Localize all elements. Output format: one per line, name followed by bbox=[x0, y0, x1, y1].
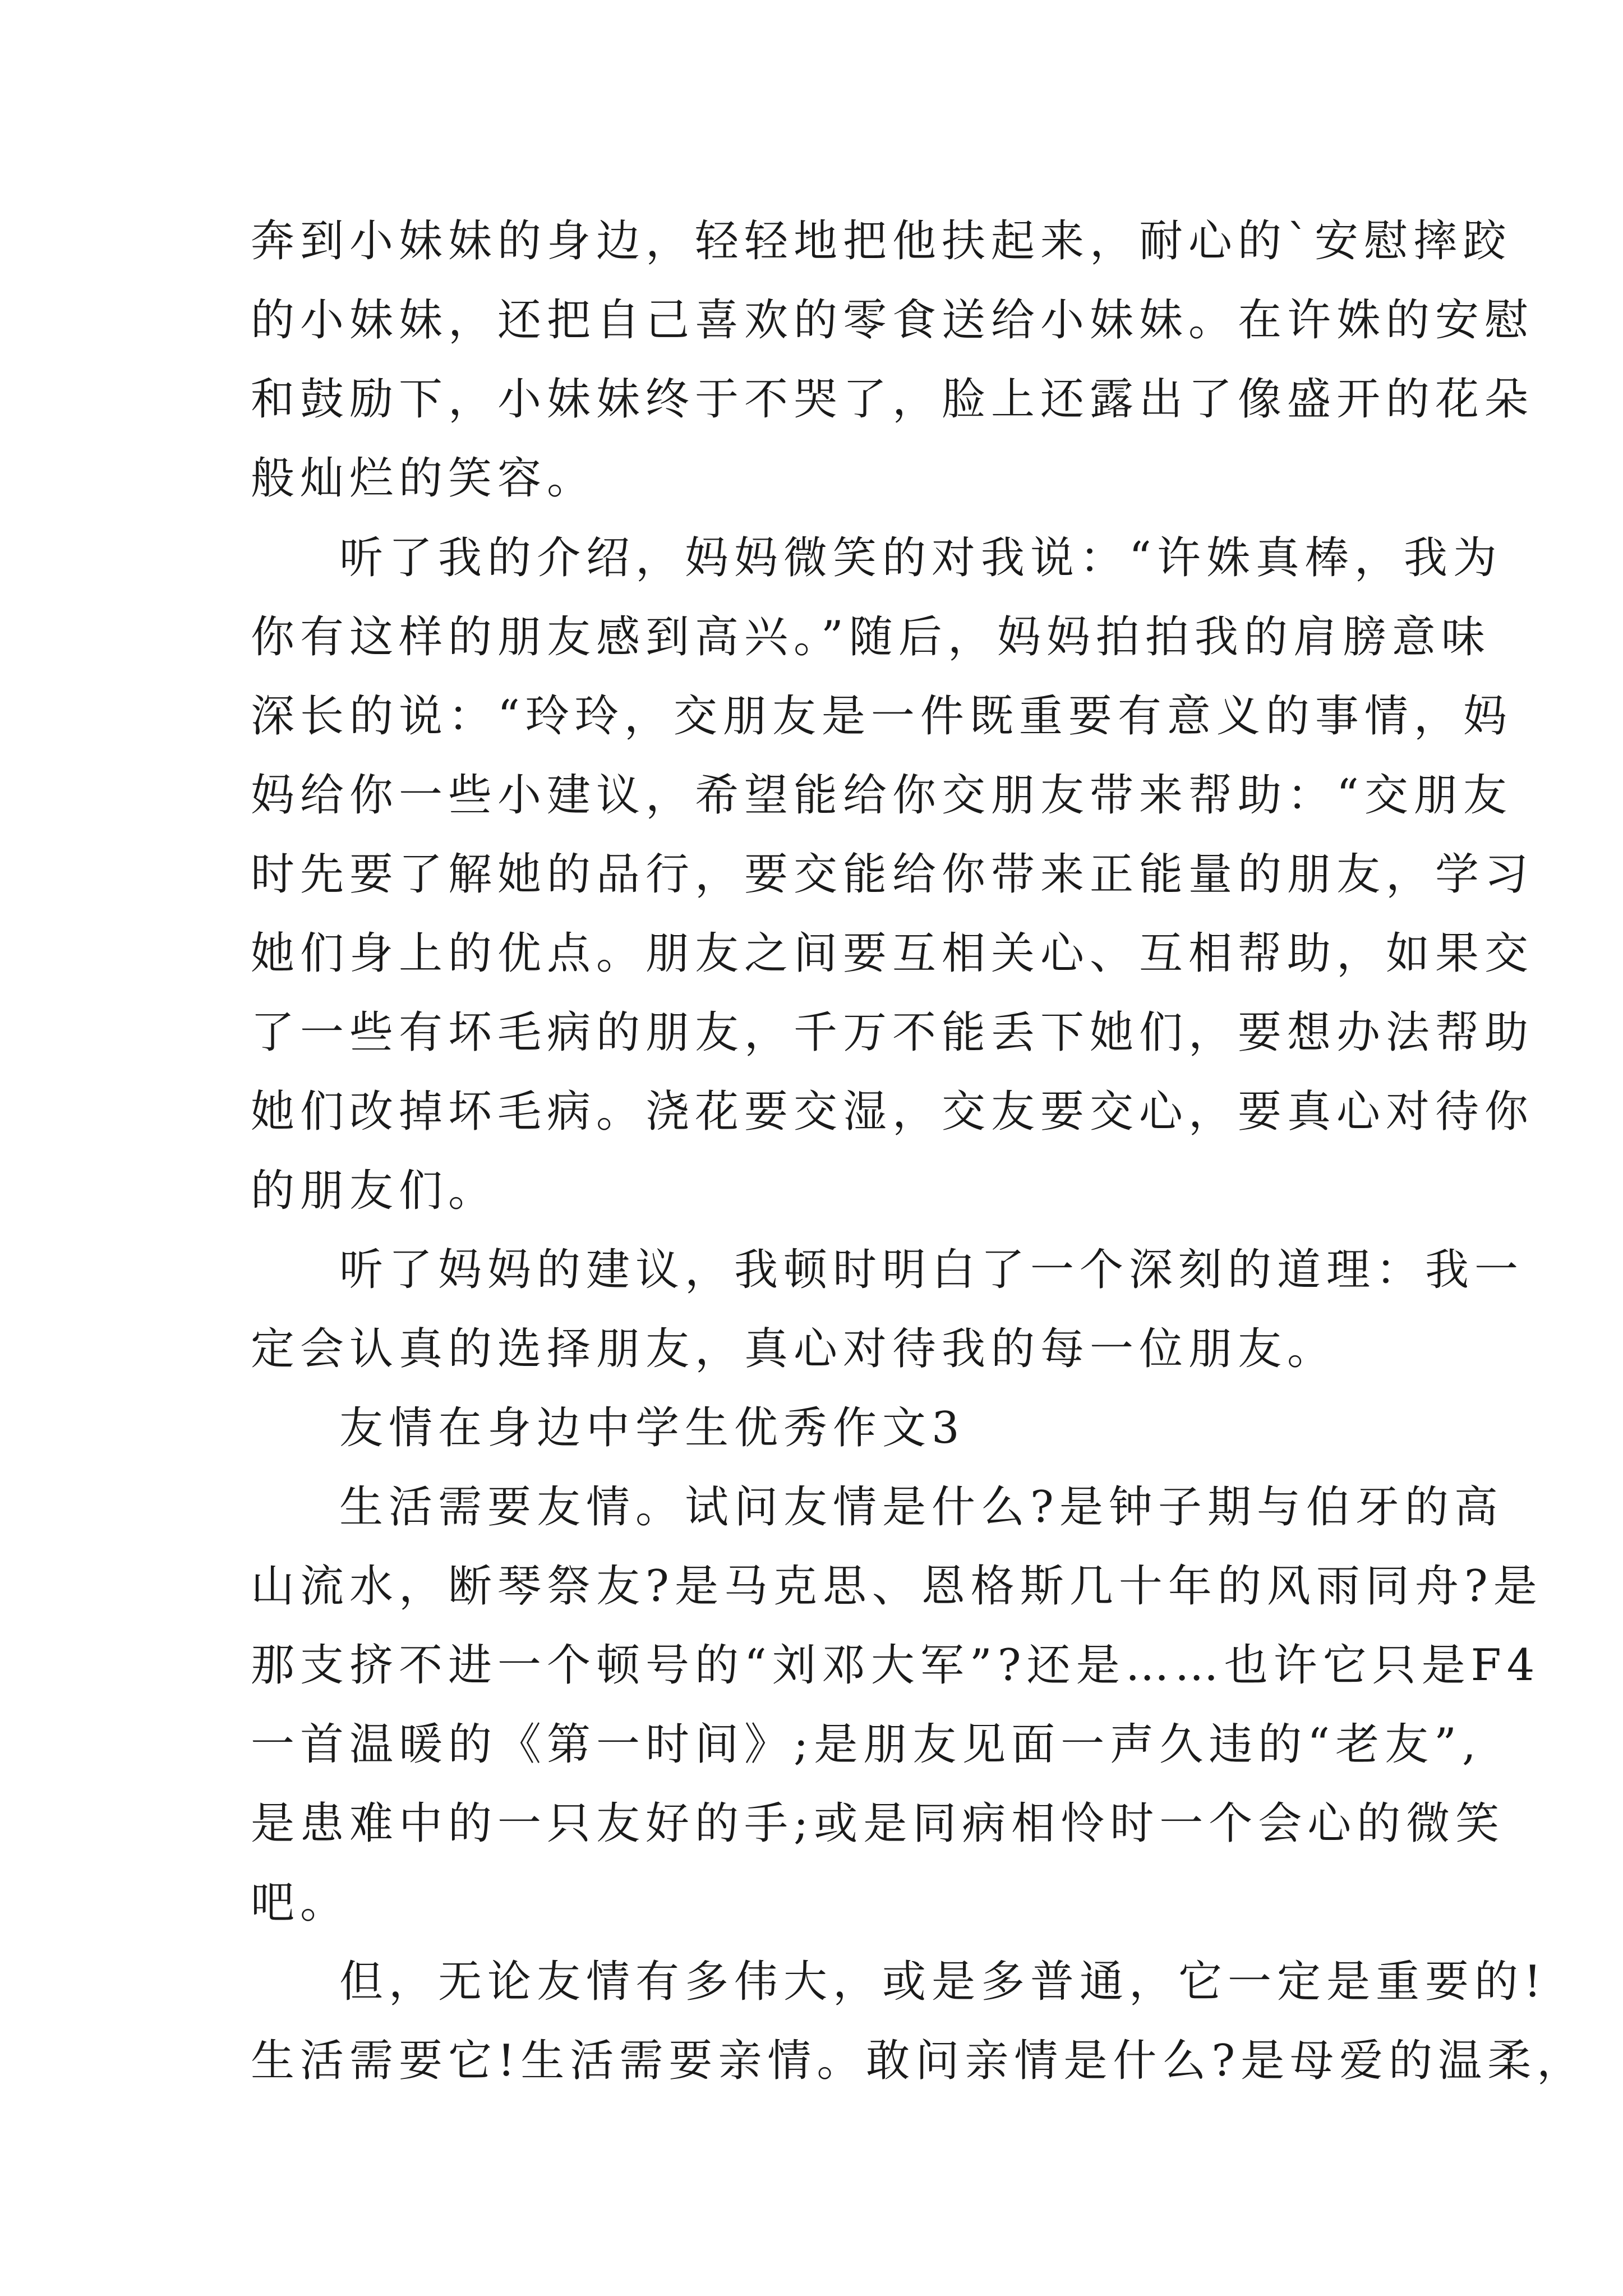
paragraph-line: 生活需要友情。试问友情是什么?是钟子期与伯牙的高 bbox=[339, 1482, 1504, 1533]
paragraph-line: 定会认真的选择朋友，真心对待我的每一位朋友。 bbox=[251, 1324, 1337, 1374]
paragraph-line: 是患难中的一只友好的手;或是同病相怜时一个会心的微笑 bbox=[251, 1798, 1505, 1849]
paragraph-line: 那支挤不进一个顿号的“刘邓大军”?还是……也许它只是F4 bbox=[251, 1640, 1541, 1691]
paragraph-line: 生活需要它!生活需要亲情。敢问亲情是什么?是母爱的温柔， bbox=[251, 2036, 1587, 2086]
paragraph-line: 山流水，断琴祭友?是马克思、恩格斯几十年的风雨同舟?是 bbox=[251, 1561, 1543, 1612]
paragraph-line: 的小妹妹，还把自己喜欢的零食送给小妹妹。在许姝的安慰 bbox=[251, 295, 1534, 346]
paragraph-line: 深长的说：“玲玲，交朋友是一件既重要有意义的事情，妈 bbox=[251, 691, 1513, 742]
paragraph-line: 奔到小妹妹的身边，轻轻地把他扶起来，耐心的`安慰摔跤 bbox=[251, 216, 1513, 266]
paragraph-line: 般灿烂的笑容。 bbox=[251, 453, 597, 504]
paragraph-line: 她们改掉坏毛病。浇花要交湿，交友要交心，要真心对待你 bbox=[251, 1087, 1534, 1137]
paragraph-line: 听了我的介绍，妈妈微笑的对我说：“许姝真棒，我为 bbox=[339, 533, 1502, 583]
paragraph-line: 吧。 bbox=[251, 1878, 350, 1928]
paragraph-line: 和鼓励下，小妹妹终于不哭了，脸上还露出了像盛开的花朵 bbox=[251, 374, 1534, 425]
paragraph-line: 妈给你一些小建议，希望能给你交朋友带来帮助：“交朋友 bbox=[251, 770, 1513, 821]
paragraph-line: 但，无论友情有多伟大，或是多普通，它一定是重要的! bbox=[339, 1957, 1547, 2007]
paragraph-line: 的朋友们。 bbox=[251, 1166, 498, 1216]
paragraph-line: 一首温暖的《第一时间》;是朋友见面一声久违的“老友”, bbox=[251, 1719, 1482, 1770]
paragraph-line: 了一些有坏毛病的朋友，千万不能丢下她们，要想办法帮助 bbox=[251, 1007, 1534, 1058]
paragraph-line: 你有这样的朋友感到高兴。”随后，妈妈拍拍我的肩膀意味 bbox=[251, 612, 1491, 662]
section-heading: 友情在身边中学生优秀作文3 bbox=[339, 1403, 965, 1453]
paragraph-line: 时先要了解她的品行，要交能给你带来正能量的朋友，学习 bbox=[251, 849, 1534, 900]
paragraph-line: 她们身上的优点。朋友之间要互相关心、互相帮助，如果交 bbox=[251, 928, 1534, 979]
paragraph-line: 听了妈妈的建议，我顿时明白了一个深刻的道理：我一 bbox=[339, 1245, 1524, 1295]
